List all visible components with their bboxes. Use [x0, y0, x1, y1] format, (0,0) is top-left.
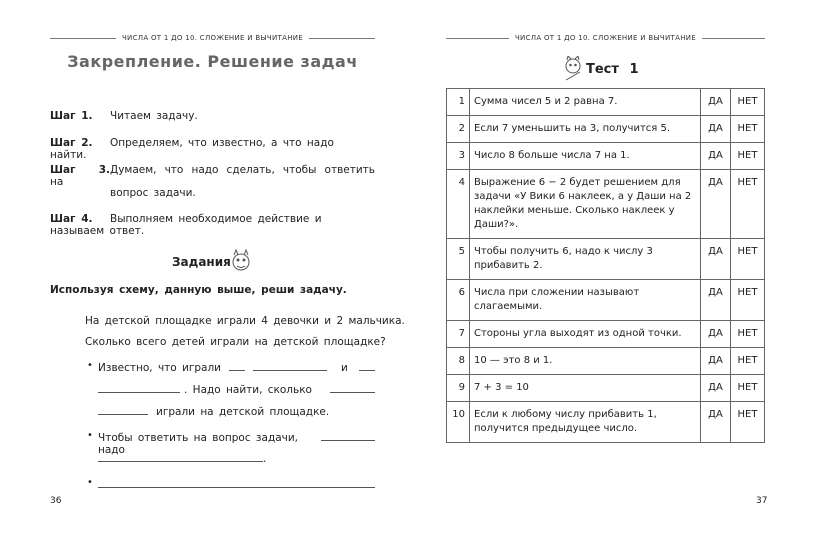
no-option[interactable]: НЕТ	[731, 280, 765, 321]
table-row	[447, 116, 765, 143]
statement: Если 7 уменьшить на 3, получится 5.	[470, 116, 701, 143]
answer-blank[interactable]	[330, 382, 375, 393]
table-row	[447, 170, 765, 239]
test-title: Тест 1	[586, 62, 639, 77]
step-4: Шаг 4. Выполняем необходимое действие и называем ответ.	[50, 213, 322, 237]
answer-blank[interactable]	[253, 360, 327, 371]
statement: Чтобы получить 6, надо к числу 3 прибавить 2.	[470, 239, 701, 280]
statement: Выражение 6 − 2 будет решением для задачи «У Вики 6 наклеек, а у Даши на 2 наклейки меньше. Сколько наклеек у Даши?».	[470, 170, 701, 239]
no-option[interactable]: НЕТ	[731, 89, 765, 116]
yes-option[interactable]: ДА	[701, 170, 731, 239]
table-row	[447, 239, 765, 280]
test-table	[446, 88, 765, 443]
row-number: 2	[447, 116, 470, 143]
problem-line-2: Сколько всего детей играли на детской площадке?	[85, 336, 386, 348]
bullet-1-line-3: играли на детской площадке.	[98, 404, 329, 418]
table-row	[447, 143, 765, 170]
yes-option[interactable]: ДА	[701, 280, 731, 321]
table-row	[447, 280, 765, 321]
bullet-2: •	[87, 430, 93, 441]
running-header-left	[50, 34, 375, 42]
answer-blank[interactable]	[321, 430, 375, 441]
statement: Стороны угла выходят из одной точки.	[470, 321, 701, 348]
row-number: 4	[447, 170, 470, 239]
yes-option[interactable]: ДА	[701, 375, 731, 402]
tasks-heading: Задания	[172, 255, 231, 269]
yes-option[interactable]: ДА	[701, 116, 731, 143]
bullet-2-line-2: .	[98, 451, 266, 465]
no-option[interactable]: НЕТ	[731, 348, 765, 375]
no-option[interactable]: НЕТ	[731, 375, 765, 402]
statement: 10 — это 8 и 1.	[470, 348, 701, 375]
step-3: Шаг 3.Думаем, что надо сделать, чтобы ответить на	[50, 164, 375, 188]
row-number: 1	[447, 89, 470, 116]
no-option[interactable]: НЕТ	[731, 402, 765, 443]
yes-option[interactable]: ДА	[701, 348, 731, 375]
step-1: Шаг 1. Читаем задачу.	[50, 110, 198, 122]
answer-blank[interactable]	[98, 477, 375, 488]
row-number: 8	[447, 348, 470, 375]
page-title: Закрепление. Решение задач	[67, 52, 358, 71]
yes-option[interactable]: ДА	[701, 89, 731, 116]
statement: 7 + 3 = 10	[470, 375, 701, 402]
yes-option[interactable]: ДА	[701, 402, 731, 443]
answer-blank[interactable]	[98, 404, 148, 415]
row-number: 5	[447, 239, 470, 280]
row-number: 3	[447, 143, 470, 170]
no-option[interactable]: НЕТ	[731, 239, 765, 280]
bullet-3: •	[87, 477, 93, 488]
table-row	[447, 89, 765, 116]
running-header-right	[446, 34, 765, 42]
answer-blank[interactable]	[98, 382, 180, 393]
page-number-right: 37	[756, 496, 768, 506]
yes-option[interactable]: ДА	[701, 239, 731, 280]
bullet-1: •	[87, 360, 93, 371]
row-number: 6	[447, 280, 470, 321]
cat-with-pencil-icon	[562, 56, 584, 82]
cat-mascot-icon	[228, 248, 254, 276]
statement: Сумма чисел 5 и 2 равна 7.	[470, 89, 701, 116]
table-row	[447, 348, 765, 375]
answer-blank[interactable]	[359, 360, 375, 371]
yes-option[interactable]: ДА	[701, 321, 731, 348]
table-row	[447, 321, 765, 348]
no-option[interactable]: НЕТ	[731, 321, 765, 348]
header-text: ЧИСЛА ОТ 1 ДО 10. СЛОЖЕНИЕ И ВЫЧИТАНИЕ	[121, 34, 304, 42]
bullet-1-line-2: . Надо найти, сколько	[98, 382, 375, 396]
bullet-2-line-1: Чтобы ответить на вопрос задачи, надо	[98, 430, 375, 456]
table-row	[447, 402, 765, 443]
statement: Числа при сложении называют слагаемыми.	[470, 280, 701, 321]
row-number: 7	[447, 321, 470, 348]
row-number: 10	[447, 402, 470, 443]
instruction: Используя схему, данную выше, реши задачу.	[50, 284, 347, 296]
no-option[interactable]: НЕТ	[731, 170, 765, 239]
no-option[interactable]: НЕТ	[731, 143, 765, 170]
answer-blank[interactable]	[98, 451, 263, 462]
step-2: Шаг 2. Определяем, что известно, а что надо найти.	[50, 137, 334, 161]
row-number: 9	[447, 375, 470, 402]
page-number-left: 36	[50, 496, 62, 506]
bullet-1-line-1: Известно, что играли и	[98, 360, 375, 374]
statement: Если к любому числу прибавить 1, получится предыдущее число.	[470, 402, 701, 443]
answer-blank[interactable]	[229, 360, 245, 371]
no-option[interactable]: НЕТ	[731, 116, 765, 143]
table-row	[447, 375, 765, 402]
problem-line-1: На детской площадке играли 4 девочки и 2 мальчика.	[85, 315, 405, 327]
header-text: ЧИСЛА ОТ 1 ДО 10. СЛОЖЕНИЕ И ВЫЧИТАНИЕ	[514, 34, 697, 42]
step-3-cont: вопрос задачи.	[110, 187, 196, 199]
bullet-3-line	[98, 477, 375, 488]
statement: Число 8 больше числа 7 на 1.	[470, 143, 701, 170]
yes-option[interactable]: ДА	[701, 143, 731, 170]
